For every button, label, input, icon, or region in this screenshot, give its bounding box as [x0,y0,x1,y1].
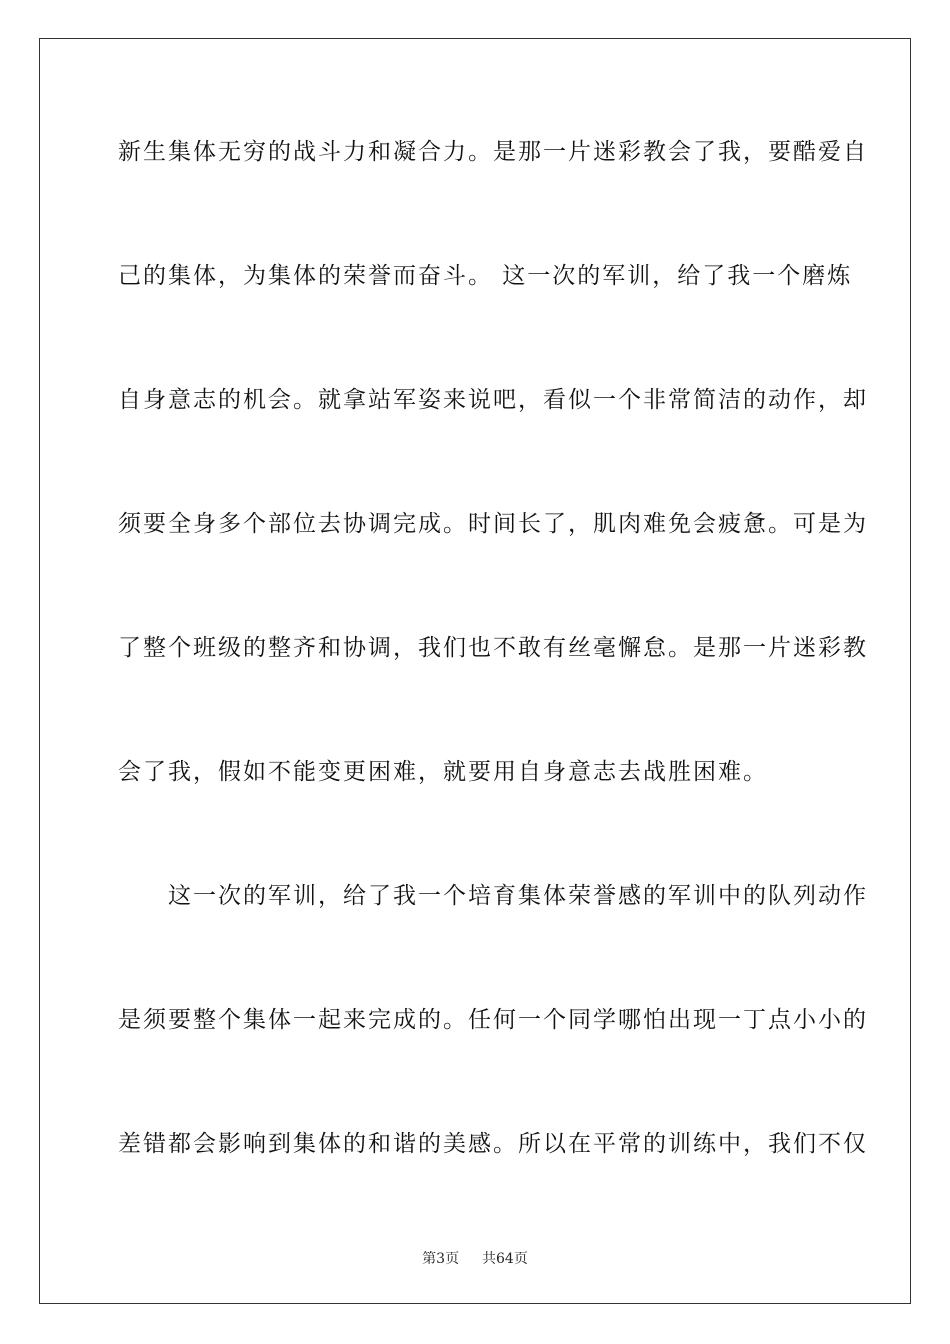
text-line-3: 自身意志的机会。就拿站军姿来说吧，看似一个非常简洁的动作，却 [118,387,868,413]
text-line-6: 会了我，假如不能变更困难，就要用自身意志去战胜困难。 [118,759,768,785]
page-number: 第3页 [422,1251,460,1267]
text-line-7: 这一次的军训，给了我一个培育集体荣誉感的军训中的队列动作 [118,883,868,909]
text-line-4: 须要全身多个部位去协调完成。时间长了，肌肉难免会疲惫。可是为 [118,511,868,537]
text-line-8: 是须要整个集体一起来完成的。任何一个同学哪怕出现一丁点小小的 [118,1007,868,1033]
text-line-1: 新生集体无穷的战斗力和凝合力。是那一片迷彩教会了我，要酷爱自 [118,139,868,165]
total-pages: 共64页 [482,1251,528,1267]
text-line-5: 了整个班级的整齐和协调，我们也不敢有丝毫懈怠。是那一片迷彩教 [118,635,868,661]
text-line-9: 差错都会影响到集体的和谐的美感。所以在平常的训练中，我们不仅 [118,1131,868,1157]
text-line-2: 己的集体，为集体的荣誉而奋斗。 这一次的军训，给了我一个磨炼 [118,263,853,289]
page-footer [0,1248,950,1268]
page-frame [39,38,911,1304]
